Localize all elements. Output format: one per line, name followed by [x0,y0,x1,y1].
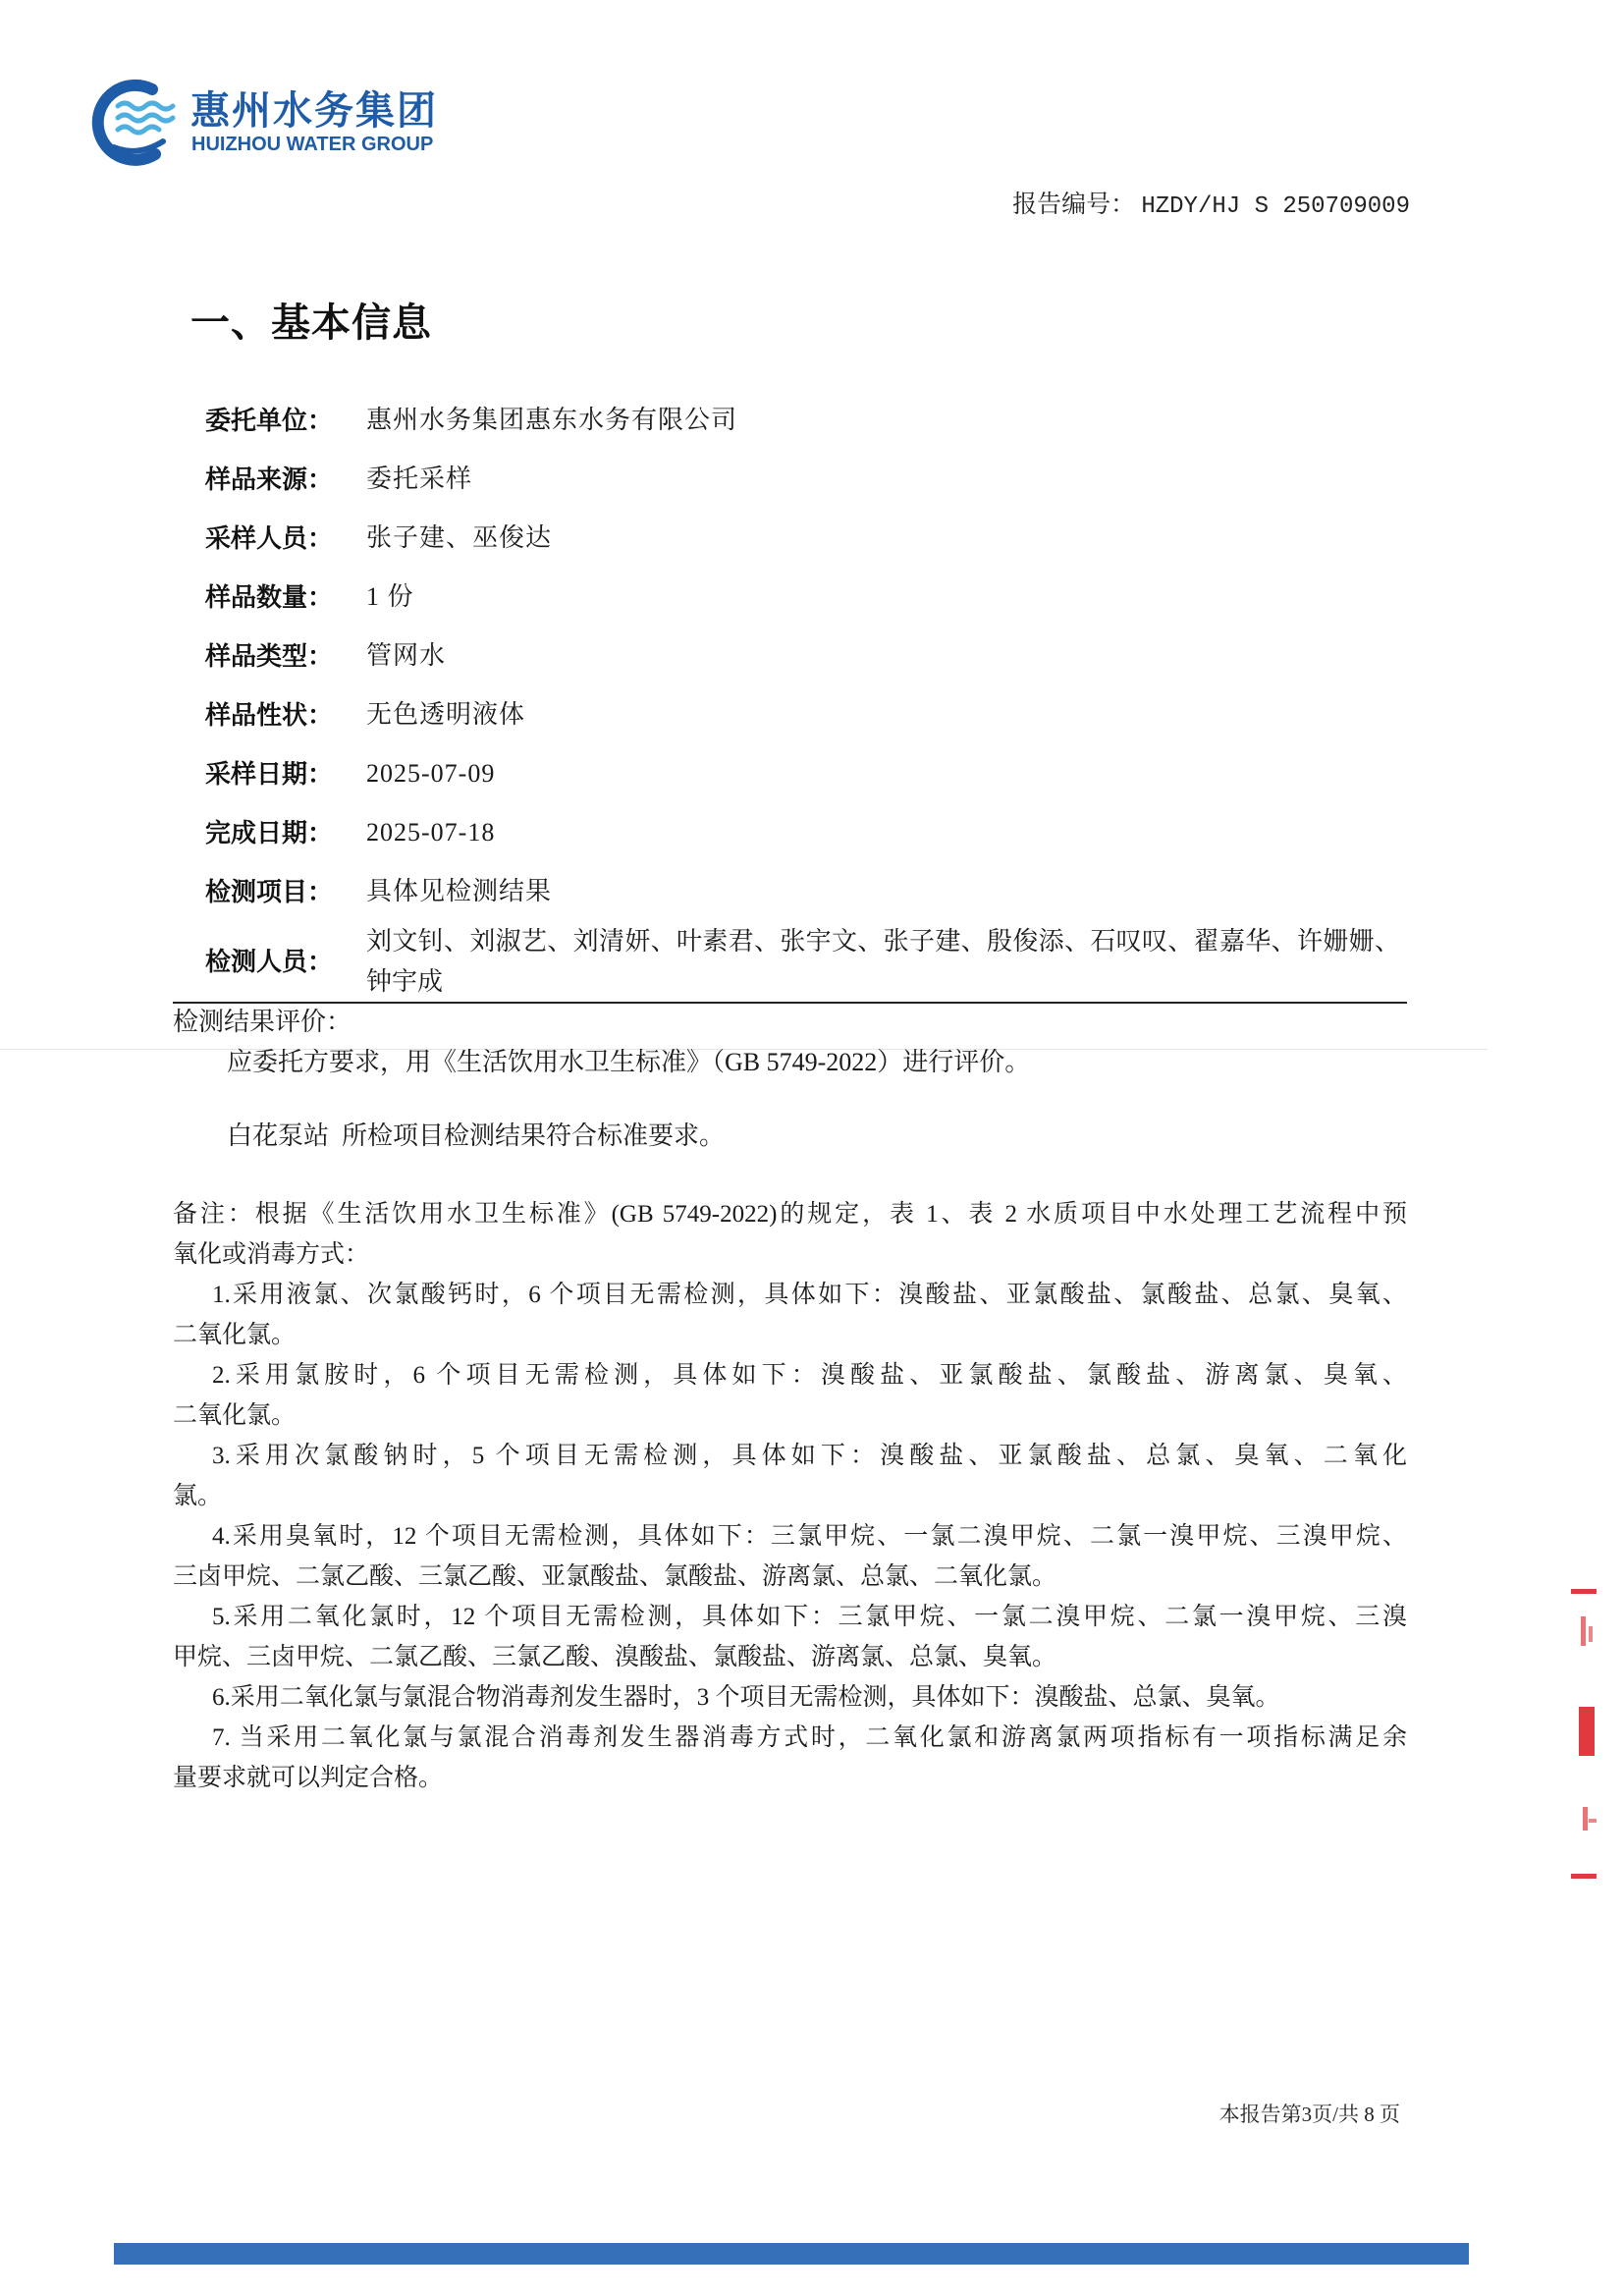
remark-item-line: 二氧化氯。 [173,1402,297,1429]
info-value: 管网水 [366,641,447,670]
info-row-test-items [205,862,1413,921]
remark-item-line: 6.采用二氧化氯与氯混合物消毒剂发生器时，3 个项目无需检测，具体如下：溴酸盐、总氯、臭氧。 [212,1684,1280,1711]
remarks-section [173,1194,1407,1798]
info-row-samplers [205,509,1413,568]
evaluation-basis: 应委托方要求，用《生活饮用水卫生标准》（GB 5749-2022）进行评价。 [227,1048,1031,1076]
water-group-logo-icon [84,77,187,169]
remark-item-line: 量要求就可以判定合格。 [173,1765,444,1791]
logo-english-name: HUIZHOU WATER GROUP [191,134,434,155]
partial-seal-icon [1567,1583,1606,1889]
info-row-client [205,391,1413,450]
remark-item-line: 1.采用液氯、次氯酸钙时，6 个项目无需检测，具体如下：溴酸盐、亚氯酸盐、氯酸盐、总氯、臭氧、 [212,1282,1407,1308]
info-label: 样品性状： [205,700,334,730]
inspectors-line: 刘文钊、刘淑艺、刘清妍、叶素君、张宇文、张子建、殷俊添、石叹叹、翟嘉华、许姗姗、 [366,927,1400,956]
page-number: 本报告第3页/共 8 页 [1218,2103,1400,2126]
footer-bar [114,2243,1469,2265]
info-value: 1 份 [366,582,414,611]
info-label: 检测项目： [205,877,334,906]
info-value: 张子建、巫俊达 [366,523,553,552]
report-number-value: HZDY/HJ S 250709009 [1141,193,1410,220]
info-row-inspectors [205,921,1413,1002]
evaluation-label: 检测结果评价： [173,1008,352,1036]
remark-item-line: 2.采用氯胺时，6 个项目无需检测，具体如下：溴酸盐、亚氯酸盐、氯酸盐、游离氯、臭氧、 [212,1362,1407,1389]
info-row-sample-appearance [205,685,1413,744]
remark-item-line: 三卤甲烷、二氯乙酸、三氯乙酸、亚氯酸盐、氯酸盐、游离氯、总氯、二氧化氯。 [173,1563,1057,1590]
info-label: 委托单位： [205,406,334,435]
remark-item-line: 4.采用臭氧时，12 个项目无需检测，具体如下：三氯甲烷、一氯二溴甲烷、二氯一溴甲烷、三溴甲烷、 [212,1523,1407,1550]
section-title: 一、基本信息 [190,301,432,345]
info-row-sampling-date [205,744,1413,803]
inspectors-line: 钟宇成 [366,967,444,996]
section-divider [173,1002,1407,1004]
info-label: 样品类型： [205,641,334,671]
remarks-intro-line: 备注：根据《生活饮用水卫生标准》(GB 5749-2022)的规定，表 1、表 2 水质项目中水处理工艺流程中预 [173,1201,1407,1228]
info-row-sample-source [205,450,1413,509]
info-value: 2025-07-09 [366,759,496,788]
info-value: 委托采样 [366,465,473,493]
report-number-label: 报告编号： [1012,191,1136,218]
basic-info-list [205,391,1413,1002]
logo-chinese-name: 惠州水务集团 [190,89,438,133]
remarks-intro-line: 氧化或消毒方式： [173,1241,370,1268]
report-number [1012,187,1410,224]
remark-item-line: 氯。 [173,1483,223,1509]
inspectors-value [366,921,1400,1002]
remark-item-line: 7. 当采用二氧化氯与氯混合消毒剂发生器消毒方式时，二氧化氯和游离氯两项指标有一项指标满足余 [212,1724,1407,1751]
info-label: 检测人员： [205,947,334,976]
remark-item-line: 二氧化氯。 [173,1322,297,1348]
remark-item-line: 甲烷、三卤甲烷、二氯乙酸、三氯乙酸、溴酸盐、氯酸盐、游离氯、总氯、臭氧。 [173,1644,1057,1670]
info-value: 惠州水务集团惠东水务有限公司 [366,406,738,434]
info-label: 样品来源： [205,465,334,494]
info-label: 完成日期： [205,818,334,847]
info-row-sample-quantity [205,568,1413,627]
info-label: 样品数量： [205,582,334,612]
info-row-sample-type [205,627,1413,685]
info-value: 无色透明液体 [366,700,526,729]
remark-item-line: 3.采用次氯酸钠时，5 个项目无需检测，具体如下：溴酸盐、亚氯酸盐、总氯、臭氧、二氧化 [212,1443,1407,1469]
info-row-completion-date [205,803,1413,862]
info-value: 2025-07-18 [366,818,496,847]
info-label: 采样人员： [205,523,334,553]
evaluation-result: 白花泵站 所检项目检测结果符合标准要求。 [227,1121,726,1150]
info-value: 具体见检测结果 [366,877,553,905]
remark-item-line: 5.采用二氧化氯时，12 个项目无需检测，具体如下：三氯甲烷、一氯二溴甲烷、二氯一溴甲烷、三溴 [212,1604,1407,1630]
info-label: 采样日期： [205,759,334,789]
